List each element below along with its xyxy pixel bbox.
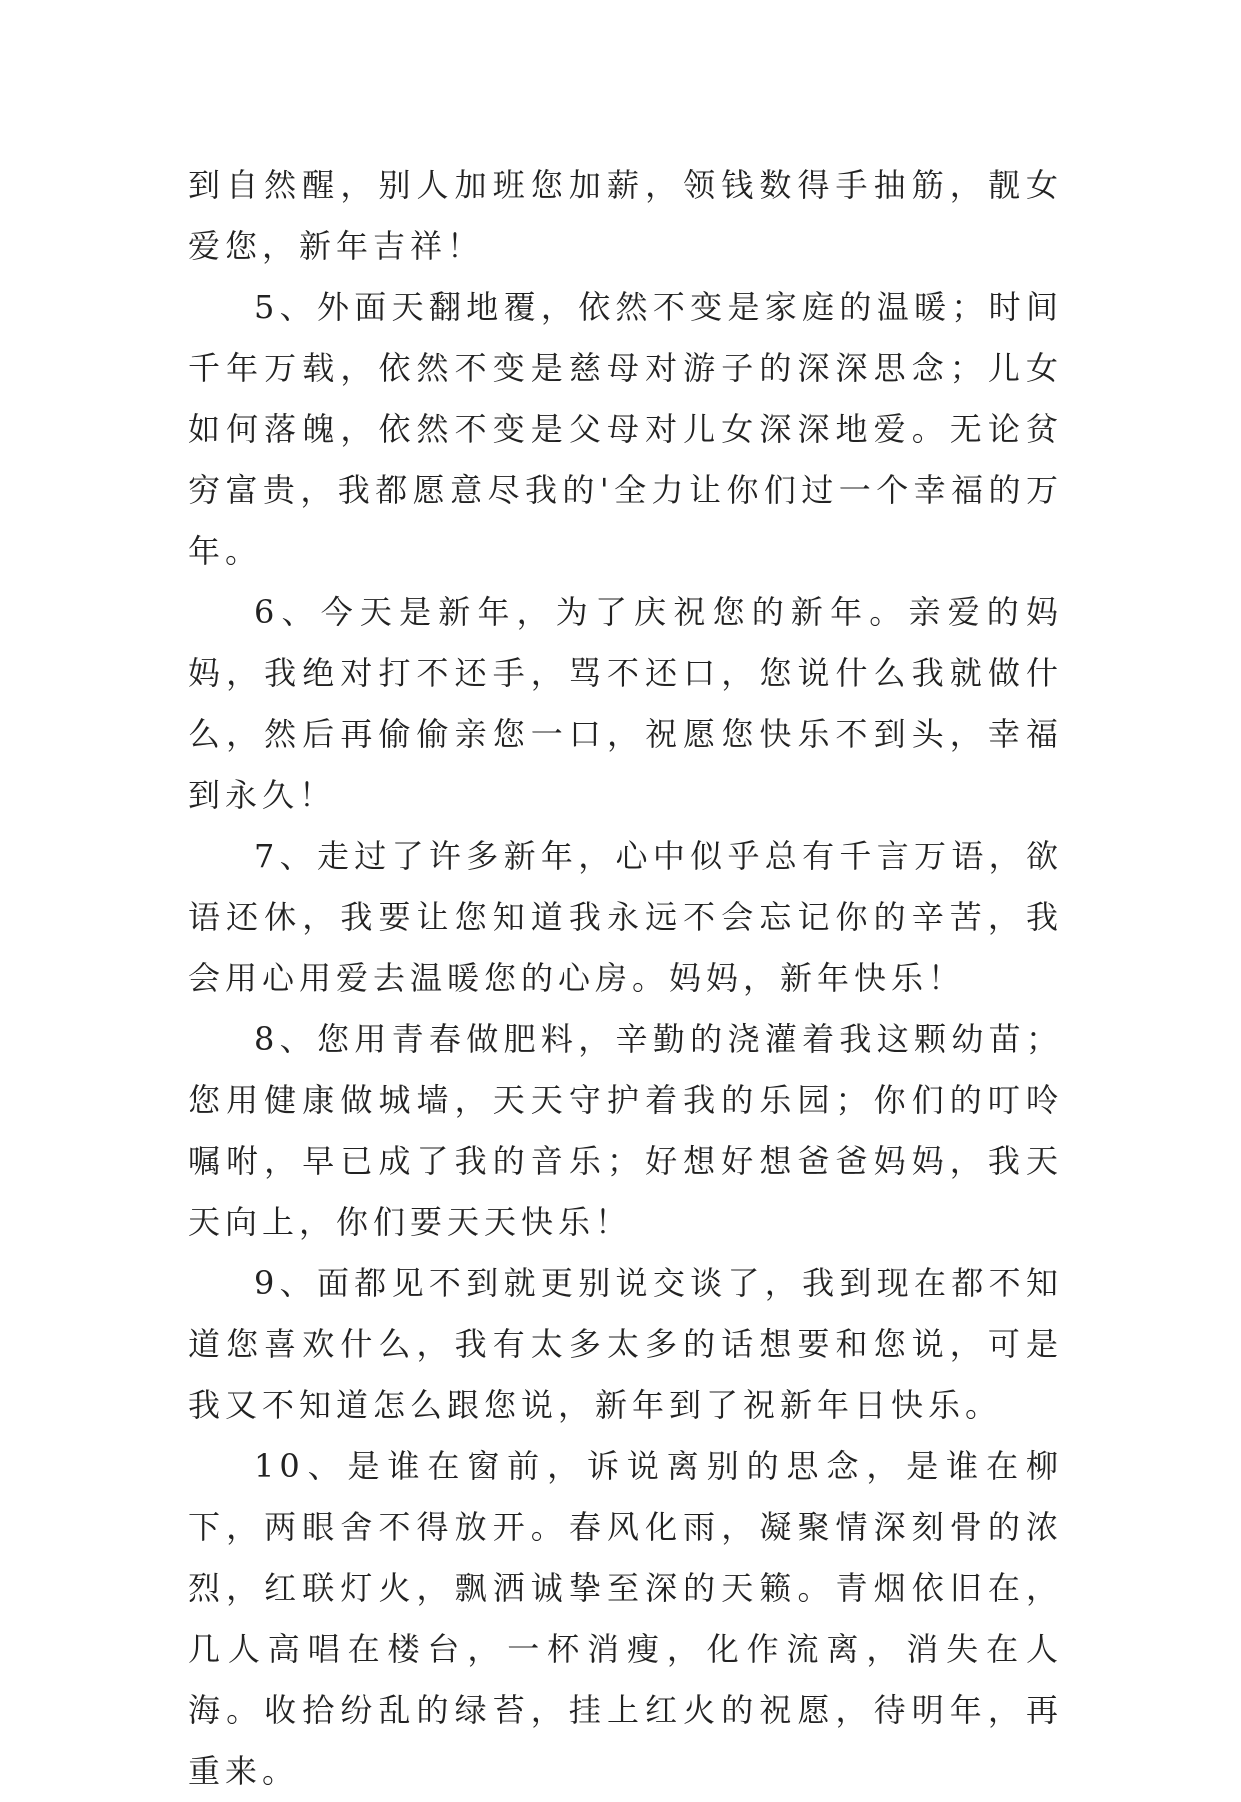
paragraph-item-7: 7、走过了许多新年，心中似乎总有千言万语，欲语还休，我要让您知道我永远不会忘记你的辛苦，我会用心用爱去温暖您的心房。妈妈，新年快乐！	[188, 837, 1063, 997]
paragraph-continuation: 到自然醒，别人加班您加薪，领钱数得手抽筋，靓女爱您，新年吉祥！	[188, 166, 1063, 265]
paragraph-item-5: 5、外面天翻地覆，依然不变是家庭的温暖；时间千年万载，依然不变是慈母对游子的深深思念；儿女如何落魄，依然不变是父母对儿女深深地爱。无论贫穷富贵，我都愿意尽我的'全力让你们过一个幸福的万年。	[188, 288, 1063, 570]
paragraph-item-6: 6、今天是新年，为了庆祝您的新年。亲爱的妈妈，我绝对打不还手，骂不还口，您说什么我就做什么，然后再偷偷亲您一口，祝愿您快乐不到头，幸福到永久！	[188, 593, 1063, 814]
paragraph-item-8: 8、您用青春做肥料，辛勤的浇灌着我这颗幼苗；您用健康做城墙，天天守护着我的乐园；你们的叮呤嘱咐，早已成了我的音乐；好想好想爸爸妈妈，我天天向上，你们要天天快乐！	[188, 1020, 1063, 1241]
document-body	[188, 155, 1063, 1802]
paragraph-item-9: 9、面都见不到就更别说交谈了，我到现在都不知道您喜欢什么，我有太多太多的话想要和您说，可是我又不知道怎么跟您说，新年到了祝新年日快乐。	[188, 1264, 1063, 1424]
paragraph-item-10: 10、是谁在窗前，诉说离别的思念，是谁在柳下，两眼舍不得放开。春风化雨，凝聚情深刻骨的浓烈，红联灯火，飘洒诚挚至深的天籁。青烟依旧在，几人高唱在楼台，一杯消瘦，化作流离，消失在人海。收拾纷乱的绿苔，挂上红火的祝愿，待明年，再重来。	[188, 1447, 1063, 1790]
